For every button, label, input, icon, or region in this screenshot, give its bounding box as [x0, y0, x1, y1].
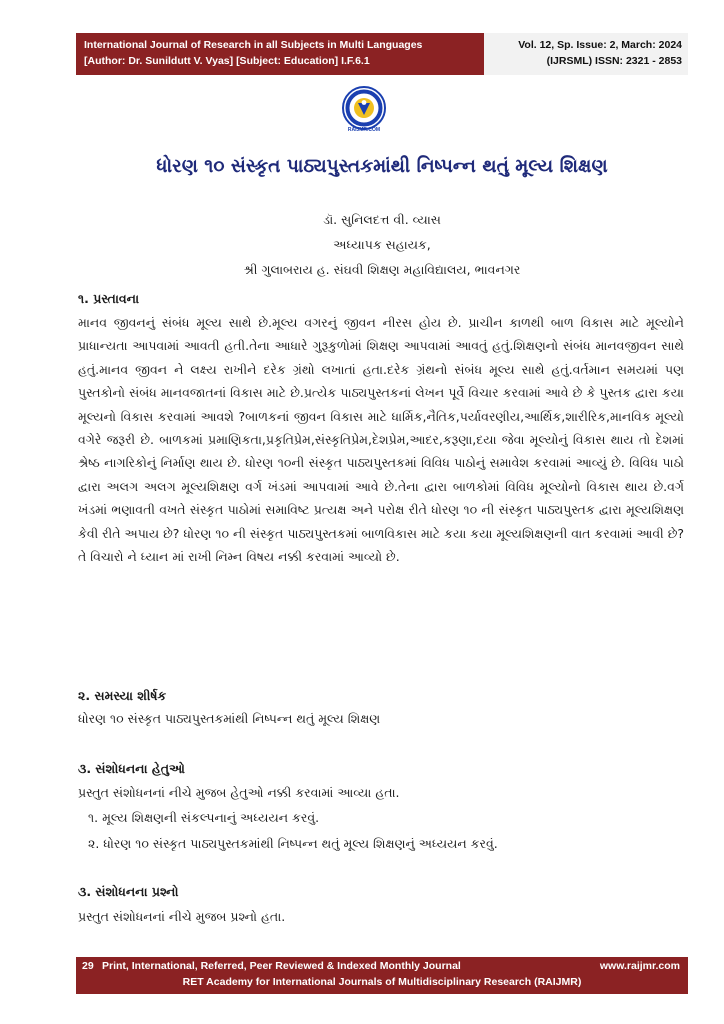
problem-title-text: ધોરણ ૧૦ સંસ્કૃત પાઠ્યપુસ્તકમાંથી નિષ્પન્ન થતું મૂલ્ય શિક્ષણ — [78, 711, 381, 726]
page-number: 29 — [82, 960, 94, 972]
logo-text: RAIJMR.COM — [347, 127, 381, 133]
section-heading-research-questions: ૩. સંશોધનના પ્રશ્નો — [78, 884, 179, 899]
issn: (IJRSML) ISSN: 2321 - 2853 — [546, 55, 682, 67]
objective-item: ૨. ધોરણ ૧૦ સંસ્કૃત પાઠ્યપુસ્તકમાંથી નિષ્પન્ન થતું મૂલ્ય શિક્ષણનું અધ્યયન કરવું. — [88, 836, 498, 851]
raijmr-logo — [341, 84, 387, 146]
journal-header — [76, 33, 688, 75]
paper-title: ધોરણ ૧૦ સંસ્કૃત પાઠ્યપુસ્તકમાંથી નિષ્પન્ન થતું મૂલ્ય શિક્ષણ — [156, 156, 608, 177]
section-heading-objectives: ૩. સંશોધનના હેતુઓ — [78, 761, 185, 776]
journal-header-right — [484, 33, 688, 75]
journal-footer — [76, 957, 688, 994]
footer-publisher: RET Academy for International Journals of Multidisciplinary Research (RAIJMR) — [182, 976, 582, 988]
author-institution: શ્રી ગુલાબરાય હ. સંઘવી શિક્ષણ મહાવિદ્યાલય, ભાવનગર — [243, 262, 521, 277]
research-questions-intro: પ્રસ્તુત સંશોધનનાં નીચે મુજબ પ્રશ્નો હતા. — [78, 909, 286, 924]
section-heading-introduction: ૧. પ્રસ્તાવના — [78, 291, 140, 306]
section-heading-problem-title: ૨. સમસ્યા શીર્ષક — [78, 688, 167, 703]
footer-journal-description: Print, International, Referred, Peer Reviewed & Indexed Monthly Journal — [102, 960, 461, 972]
footer-website: www.raijmr.com — [599, 960, 680, 972]
author-name: ડૉ. સુનિલદત્ત વી. વ્યાસ — [323, 212, 441, 227]
objectives-intro: પ્રસ્તુત સંશોધનનાં નીચે મુજબ હેતુઓ નક્કી કરવામાં આવ્યા હતા. — [78, 785, 400, 800]
author-designation: અધ્યાપક સહાયક, — [333, 237, 431, 252]
objective-item: ૧. મૂલ્ય શિક્ષણની સંકલ્પનાનું અધ્યયન કરવું. — [88, 810, 320, 825]
author-subject-line: [Author: Dr. Sunildutt V. Vyas] [Subject: Education] I.F.6.1 — [84, 55, 370, 67]
journal-header-left — [76, 33, 484, 75]
journal-name: International Journal of Research in all Subjects in Multi Languages — [84, 39, 423, 51]
introduction-paragraph: માનવ જીવનનું સંબંધ મૂલ્ય સાથે છે.મૂલ્ય વગરનું જીવન નીરસ હોય છે. પ્રાચીન કાળથી બાળ વિકાસ માટે મૂલ્યોને પ્રાધાન્યતા આપવામાં આવતી હતી.તેના આધારે ગુરૂકુળોમાં શિક્ષણ આપવામાં આવતું હતું.શિક્ષણનો સંબંધ માનવજીવન સાથે હતું.માનવ જીવન ને લક્ષ્ય રાખીને દરેક ગ્રંથો લખાતાં હતા.દરેક ગ્રંથનો સંબંધ મૂલ્ય સાથે હતું.વર્તમાન સમયમાં પણ પુસ્તકોનો સંબંધ માનવજાતનાં વિકાસ માટે છે.પ્રત્યેક પાઠ્યપુસ્તકનાં લેખન પૂર્વે વિચાર કરવામાં આવે છે કે પુસ્તક દ્વારા કયા મૂલ્યનો વિકાસ કરવામાં આવશે ?બાળકનાં જીવન વિકાસ માટે ધાર્મિક,નૈતિક,પર્યાવરણીય,આર્થિક,શારીરિક,માનવિક મૂલ્યો વગેરે જરૂરી છે. બાળકમાં પ્રમાણિકતા,પ્રકૃતિપ્રેમ,સંસ્કૃતિપ્રેમ,દેશપ્રેમ,આદર,કરૂણા,દયા જેવા મૂલ્યોનું વિકાસ થાય તો દેશમાં શ્રેષ્ઠ નાગરિકોનું નિર્માણ થાય છે. ધોરણ ૧૦ની સંસ્કૃત પાઠ્યપુસ્તકમાં વિવિધ પાઠોનું સમાવેશ કરવામાં આવ્યું છે. વિવિધ પાઠો દ્વારા અલગ અલગ મૂલ્યશિક્ષણ વર્ગ ખંડમાં આપવામાં આવે છે.તેના દ્વારા બાળકોમાં વિવિધ મૂલ્યોનો વિકાસ થાય છે.વર્ગ ખંડમાં ભણાવતી વખતે સંસ્કૃત પાઠોમાં સમાવિષ્ટ પ્રત્યક્ષ અને પરોક્ષ રીતે ધોરણ ૧૦ ની સંસ્કૃત પાઠ્યપુસ્તક દ્વારા મૂલ્યશિક્ષણ કેવી રીતે અપાય છે? ધોરણ ૧૦ ની સંસ્કૃત પાઠ્યપુસ્તકમાં બાળવિકાસ માટે કયા કયા મૂલ્યશિક્ષણની વાત કરવામાં આવી છે? તે વિચારો ને ધ્યાન માં રાખી નિમ્ન વિષય નક્કી કરવામાં આવ્યો છે. — [78, 315, 684, 565]
volume-issue: Vol. 12, Sp. Issue: 2, March: 2024 — [518, 39, 682, 51]
